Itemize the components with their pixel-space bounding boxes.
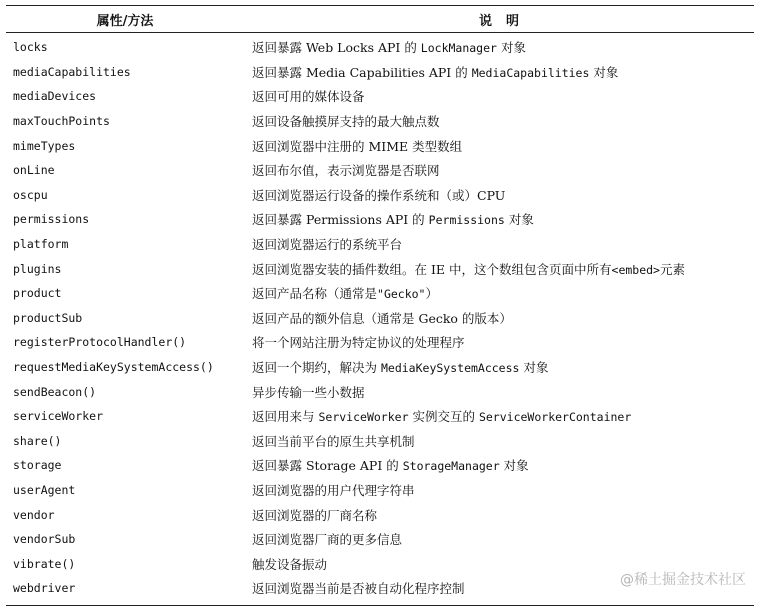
property-description	[245, 161, 754, 179]
code-text: ServiceWorkerContainer	[478, 410, 632, 425]
property-name: product	[13, 286, 62, 301]
property-name: requestMediaKeySystemAccess()	[13, 360, 214, 375]
description-text: 返回产品名称（通常是	[252, 286, 378, 302]
property-description	[245, 456, 754, 474]
table-row	[6, 35, 754, 60]
property-description	[245, 481, 754, 499]
property-description	[245, 530, 754, 548]
property-description	[245, 506, 754, 524]
description-text: 对象	[519, 360, 549, 376]
property-name: permissions	[13, 212, 90, 227]
property-name: storage	[13, 458, 62, 473]
description-text: 对象	[496, 40, 526, 56]
code-text: Permissions	[428, 213, 505, 228]
property-name: mediaDevices	[13, 89, 97, 104]
description-text: 将一个网站注册为特定协议的处理程序	[252, 335, 465, 351]
description-text: 返回暴露 Web Locks API 的	[252, 40, 421, 56]
property-description	[245, 38, 754, 56]
property-name: share()	[13, 433, 62, 448]
table-row	[6, 60, 754, 85]
code-text: MediaCapabilities	[471, 65, 590, 80]
property-name: mimeTypes	[13, 138, 76, 153]
description-text: 返回浏览器中注册的 MIME 类型数组	[252, 138, 463, 154]
table-row	[6, 429, 754, 454]
property-description	[245, 309, 754, 327]
table-row	[6, 207, 754, 232]
property-description	[245, 432, 754, 450]
description-text: 返回浏览器运行设备的操作系统和（或）CPU	[252, 187, 506, 203]
property-name: plugins	[13, 261, 62, 276]
property-description	[245, 87, 754, 105]
table-row	[6, 379, 754, 404]
property-description	[245, 333, 754, 351]
description-text: 返回浏览器的用户代理字符串	[252, 482, 415, 498]
table-row	[6, 478, 754, 503]
table-row	[6, 84, 754, 109]
table-row	[6, 158, 754, 183]
property-description	[245, 358, 754, 376]
properties-table	[6, 5, 754, 606]
description-text: 对象	[504, 212, 534, 228]
property-name: userAgent	[13, 482, 76, 497]
description-text: 返回浏览器运行的系统平台	[252, 237, 403, 253]
table-row	[6, 281, 754, 306]
description-text: 返回暴露 Permissions API 的	[252, 212, 429, 228]
table-row	[6, 527, 754, 552]
description-text: 返回暴露 Storage API 的	[252, 458, 403, 474]
property-name: vendorSub	[13, 532, 76, 547]
description-text: 返回浏览器厂商的更多信息	[252, 532, 403, 548]
table-row	[6, 183, 754, 208]
watermark: @稀土掘金技术社区	[620, 572, 746, 588]
property-name: serviceWorker	[13, 409, 104, 424]
property-name: onLine	[13, 163, 55, 178]
description-text: 返回设备触摸屏支持的最大触点数	[252, 114, 440, 130]
description-text: 触发设备振动	[252, 556, 328, 572]
property-name: sendBeacon()	[13, 384, 97, 399]
property-description	[245, 284, 754, 302]
description-text: 元素	[659, 261, 685, 277]
description-text: 实例交互的	[408, 409, 479, 425]
table-body	[6, 33, 754, 605]
description-text: 对象	[499, 458, 529, 474]
property-description	[245, 63, 754, 81]
property-name: productSub	[13, 310, 83, 325]
table-row	[6, 232, 754, 257]
code-text: "Gecko"	[377, 287, 426, 302]
property-name: vibrate()	[13, 556, 76, 571]
description-text: 返回产品的额外信息（通常是 Gecko 的版本）	[252, 310, 512, 326]
property-description	[245, 186, 754, 204]
code-text: ServiceWorker	[318, 410, 409, 425]
description-text: 返回一个期约，解决为	[252, 360, 381, 376]
property-description	[245, 383, 754, 401]
table-row	[6, 256, 754, 281]
table-row	[6, 502, 754, 527]
table-row	[6, 355, 754, 380]
table-row	[6, 453, 754, 478]
description-text: 返回用来与	[252, 409, 319, 425]
property-name: maxTouchPoints	[13, 114, 110, 129]
property-description	[245, 235, 754, 253]
description-text: 返回浏览器安装的插件数组。在 IE 中，这个数组包含页面中所有	[252, 261, 612, 277]
description-text: 异步传输一些小数据	[252, 384, 365, 400]
code-text: MediaKeySystemAccess	[380, 361, 520, 376]
property-name: oscpu	[13, 187, 48, 202]
table-row	[6, 330, 754, 355]
description-text: 返回浏览器的厂商名称	[252, 507, 378, 523]
table-row	[6, 109, 754, 134]
property-name: locks	[13, 40, 48, 55]
description-text: 返回可用的媒体设备	[252, 89, 365, 105]
table-header	[6, 6, 754, 33]
table-row	[6, 306, 754, 331]
description-text: 返回浏览器当前是否被自动化程序控制	[252, 581, 465, 597]
description-text: 对象	[589, 64, 619, 80]
description-text: 返回当前平台的原生共享机制	[252, 433, 415, 449]
code-text: LockManager	[420, 41, 497, 56]
property-description	[245, 260, 754, 278]
property-description	[245, 112, 754, 130]
header-property: 属性/方法	[96, 13, 154, 29]
description-text: 返回布尔值，表示浏览器是否联网	[252, 163, 440, 179]
table-row	[6, 404, 754, 429]
property-name: platform	[13, 237, 69, 252]
property-name: vendor	[13, 507, 55, 522]
header-description: 说明	[478, 13, 533, 29]
table-row	[6, 133, 754, 158]
property-description	[245, 137, 754, 155]
code-text: <embed>	[611, 262, 660, 277]
description-text: 返回暴露 Media Capabilities API 的	[252, 64, 472, 80]
code-text: StorageManager	[402, 459, 500, 474]
property-description	[245, 407, 754, 425]
property-name: mediaCapabilities	[13, 64, 131, 79]
description-text: ）	[425, 286, 438, 302]
property-name: webdriver	[13, 581, 76, 596]
property-description	[245, 210, 754, 228]
property-name: registerProtocolHandler()	[13, 335, 187, 350]
